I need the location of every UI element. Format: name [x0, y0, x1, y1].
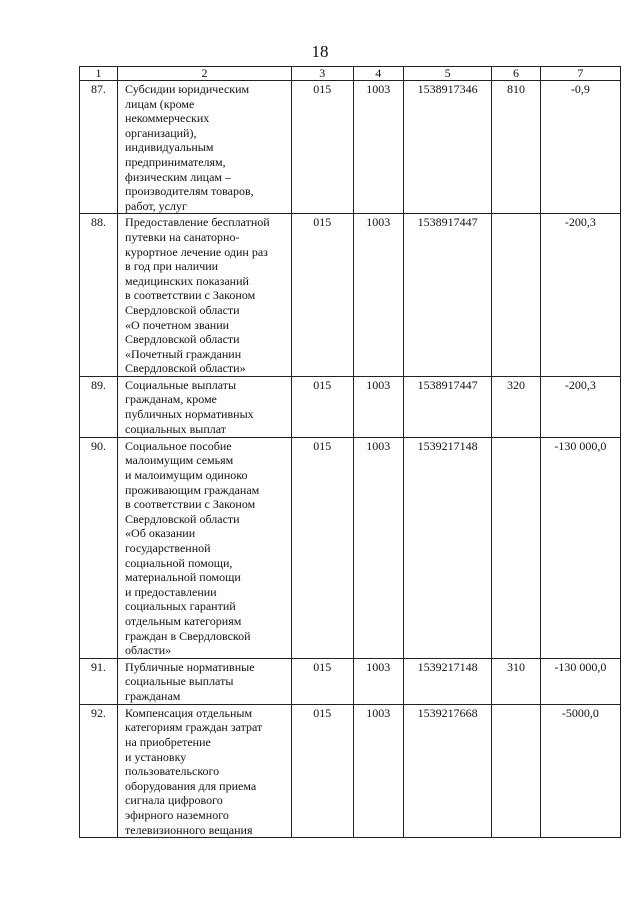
row-description: Социальное пособие малоимущим семьям и малоимущим одиноко проживающим гражданам в соответствии с Законом Свердловской области «Об оказании государственной социальной помощи, материальной помощи и предоставлении социальных гарантий отдельным категориям граждан в Свердловской области»: [118, 437, 292, 658]
cell-col5: 1538917346: [403, 81, 491, 214]
table-row: [80, 214, 621, 377]
row-description: Публичные нормативные социальные выплаты гражданам: [118, 658, 292, 704]
cell-col4: 1003: [353, 81, 403, 214]
cell-col6: [492, 437, 540, 658]
row-number: 89.: [80, 376, 118, 437]
cell-col6: 320: [492, 376, 540, 437]
cell-col3: 015: [291, 658, 353, 704]
cell-col3: 015: [291, 214, 353, 377]
column-header: 2: [118, 67, 292, 81]
column-header: 4: [353, 67, 403, 81]
row-number: 90.: [80, 437, 118, 658]
column-header: 6: [492, 67, 540, 81]
row-number: 88.: [80, 214, 118, 377]
cell-col4: 1003: [353, 376, 403, 437]
table-header-row: [80, 67, 621, 81]
cell-col3: 015: [291, 81, 353, 214]
table-row: [80, 658, 621, 704]
cell-amount: -130 000,0: [540, 658, 620, 704]
column-header: 1: [80, 67, 118, 81]
cell-col6: [492, 214, 540, 377]
cell-amount: -0,9: [540, 81, 620, 214]
cell-col4: 1003: [353, 437, 403, 658]
page-number: 18: [311, 42, 329, 61]
column-header: 7: [540, 67, 620, 81]
table-row: [80, 81, 621, 214]
budget-table: [79, 66, 621, 838]
table-row: [80, 437, 621, 658]
cell-amount: -130 000,0: [540, 437, 620, 658]
row-description: Компенсация отдельным категориям граждан затрат на приобретение и установку пользовательского оборудования для приема сигнала цифрового эфирного наземного телевизионного вещания: [118, 704, 292, 837]
cell-col4: 1003: [353, 704, 403, 837]
cell-amount: -200,3: [540, 376, 620, 437]
row-number: 92.: [80, 704, 118, 837]
cell-col6: 810: [492, 81, 540, 214]
row-number: 91.: [80, 658, 118, 704]
cell-col3: 015: [291, 376, 353, 437]
column-header: 3: [291, 67, 353, 81]
cell-col5: 1538917447: [403, 376, 491, 437]
row-description: Социальные выплаты гражданам, кроме публичных нормативных социальных выплат: [118, 376, 292, 437]
cell-amount: -5000,0: [540, 704, 620, 837]
cell-col5: 1539217148: [403, 437, 491, 658]
cell-col6: 310: [492, 658, 540, 704]
cell-col6: [492, 704, 540, 837]
cell-amount: -200,3: [540, 214, 620, 377]
row-number: 87.: [80, 81, 118, 214]
row-description: Субсидии юридическим лицам (кроме некоммерческих организаций), индивидуальным предпринимателям, физическим лицам – производителям товаров, работ, услуг: [118, 81, 292, 214]
cell-col3: 015: [291, 437, 353, 658]
cell-col5: 1538917447: [403, 214, 491, 377]
cell-col5: 1539217668: [403, 704, 491, 837]
cell-col3: 015: [291, 704, 353, 837]
table-row: [80, 376, 621, 437]
cell-col4: 1003: [353, 658, 403, 704]
row-description: Предоставление бесплатной путевки на санаторно- курортное лечение один раз в год при наличии медицинских показаний в соответствии с Законом Свердловской области «О почетном звании Свердловской области «Почетный гражданин Свердловской области»: [118, 214, 292, 377]
table-row: [80, 704, 621, 837]
cell-col4: 1003: [353, 214, 403, 377]
column-header: 5: [403, 67, 491, 81]
cell-col5: 1539217148: [403, 658, 491, 704]
